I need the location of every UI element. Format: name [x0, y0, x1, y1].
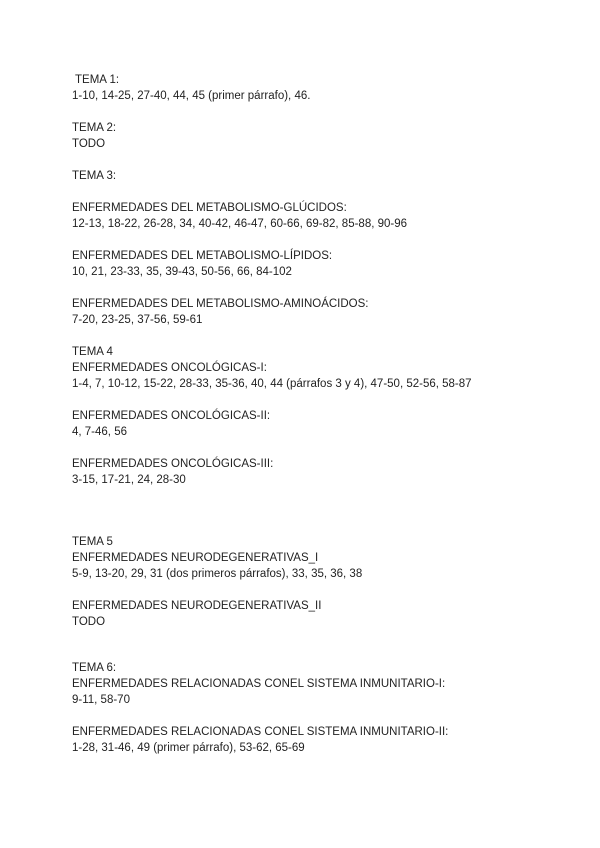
tema4-section-pages: 1-4, 7, 10-12, 15-22, 28-33, 35-36, 40, 44 (párrafos 3 y 4), 47-50, 52-56, 58-87 — [72, 378, 472, 390]
tema3-section-pages: 10, 21, 23-33, 35, 39-43, 50-56, 66, 84-102 — [72, 266, 292, 278]
tema6-section-pages: 1-28, 31-46, 49 (primer párrafo), 53-62, 65-69 — [72, 742, 305, 754]
tema4-section-pages: 4, 7-46, 56 — [72, 426, 127, 438]
tema3-section-pages: 7-20, 23-25, 37-56, 59-61 — [72, 314, 203, 326]
tema3-section-heading: ENFERMEDADES DEL METABOLISMO-GLÚCIDOS: — [72, 202, 347, 214]
tema3-title: TEMA 3: — [72, 170, 117, 182]
tema5-section-pages: TODO — [72, 616, 106, 628]
tema5-section-pages: 5-9, 13-20, 29, 31 (dos primeros párrafos), 33, 35, 36, 38 — [72, 568, 363, 580]
tema2-title: TEMA 2: — [72, 122, 117, 134]
tema4-section-heading: ENFERMEDADES ONCOLÓGICAS-III: — [72, 458, 274, 470]
tema2-pages: TODO — [72, 138, 106, 150]
tema3-section-heading: ENFERMEDADES DEL METABOLISMO-AMINOÁCIDOS: — [72, 298, 369, 310]
tema4-section-heading: ENFERMEDADES ONCOLÓGICAS-I: — [72, 362, 267, 374]
tema4-title: TEMA 4 — [72, 346, 113, 358]
tema6-title: TEMA 6: — [72, 662, 117, 674]
tema4-section-pages: 3-15, 17-21, 24, 28-30 — [72, 474, 186, 486]
tema5-section-heading: ENFERMEDADES NEURODEGENERATIVAS_I — [72, 552, 319, 564]
tema5-title: TEMA 5 — [72, 536, 113, 548]
tema6-section-heading: ENFERMEDADES RELACIONADAS CONEL SISTEMA INMUNITARIO-II: — [72, 726, 449, 738]
document-body — [72, 72, 572, 756]
tema3-section-heading: ENFERMEDADES DEL METABOLISMO-LÍPIDOS: — [72, 250, 333, 262]
tema3-section-pages: 12-13, 18-22, 26-28, 34, 40-42, 46-47, 60-66, 69-82, 85-88, 90-96 — [72, 218, 408, 230]
tema1-pages: 1-10, 14-25, 27-40, 44, 45 (primer párrafo), 46. — [72, 90, 311, 102]
tema4-section-heading: ENFERMEDADES ONCOLÓGICAS-II: — [72, 410, 271, 422]
tema5-section-heading: ENFERMEDADES NEURODEGENERATIVAS_II — [72, 600, 322, 612]
tema6-section-pages: 9-11, 58-70 — [72, 694, 130, 706]
tema1-title: TEMA 1: — [75, 74, 120, 86]
tema6-section-heading: ENFERMEDADES RELACIONADAS CONEL SISTEMA INMUNITARIO-I: — [72, 678, 446, 690]
